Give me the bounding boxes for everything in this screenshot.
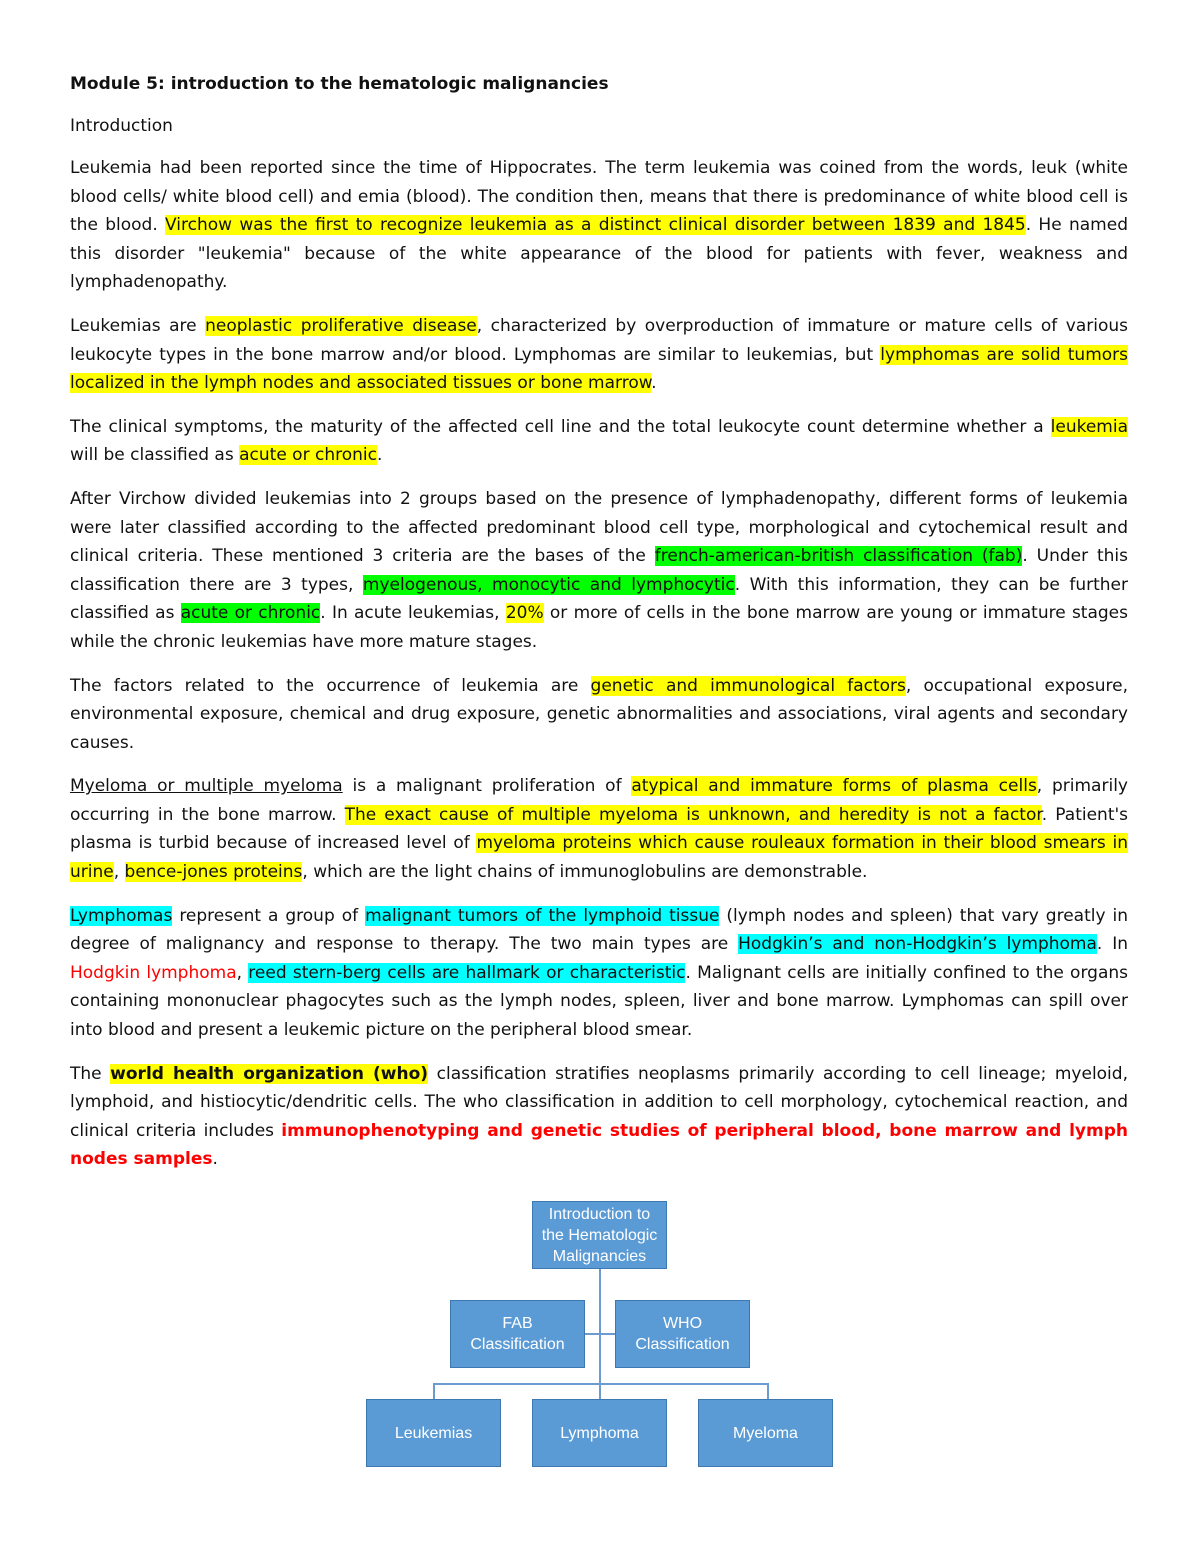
highlight-reed-sternberg: reed stern-berg cells are hallmark or characteristic [248,962,686,983]
paragraph-lymphomas [70,902,1128,1045]
section-heading-introduction: Introduction [70,116,173,136]
text-run: The clinical symptoms, the maturity of the affected cell line and the total leukocyte count determine whether a [70,416,1051,437]
highlight-acute-chronic-green: acute or chronic [180,603,321,624]
diagram-node-fab-label: FAB Classification [470,1315,565,1353]
text-run: or more of cells in the bone marrow are young or immature stages while the chronic leukemias have more mature stages. [70,603,1128,652]
text-run: classification stratifies neoplasms primarily according to cell lineage; myeloid, lymphoid, and histiocytic/dendritic cells. The who classification in addition to cell morphology, cytochemical reaction, and clinical criteria includes [70,1063,1128,1141]
connector-leukemias [433,1383,435,1399]
diagram-node-leukemias-label: Leukemias [394,1424,473,1442]
text-run: . He named this disorder "leukemia" because of the white appearance of the blood for patients with fever, weakness and lymphadenopathy. [70,215,1128,293]
text-run: , which are the light chains of immunoglobulins are demonstrable. [302,862,868,883]
text-run: represent a group of [172,905,366,926]
text-run: . With this information, they can be further classified as [70,574,1129,624]
text-run: . In acute leukemias, [320,603,506,624]
text-run: . Under this classification there are 3 types, [70,546,1128,595]
connector-who [599,1333,615,1335]
text-run: , primarily occurring in the bone marrow. [70,776,1128,825]
text-run: , characterized by overproduction of immature or mature cells of various leukocyte types in the bone marrow and/or blood. Lymphomas are similar to leukemias, but [70,315,1128,365]
highlight-myeloma-proteins: myeloma proteins which cause rouleaux formation in their blood smears in urine [70,833,1128,883]
paragraph-fab-classification [70,485,1128,657]
highlight-virchow: Virchow was the first to recognize leukemia as a distinct clinical disorder between 1839 and 1845 [165,215,1026,236]
text-run: will be classified as [70,445,240,466]
text-run: , [113,862,125,883]
underline-myeloma: Myeloma or multiple myeloma [70,776,343,797]
highlight-three-types: myelogenous, monocytic and lymphocytic [362,574,735,595]
highlight-genetic-factors: genetic and immunological factors [590,675,906,696]
highlight-neoplastic: neoplastic proliferative disease [205,315,477,336]
highlight-bence-jones: bence-jones proteins [124,862,303,883]
text-run: After Virchow divided leukemias into 2 groups based on the presence of lymphadenopathy, different forms of leukemia were later classified according to the affected predominant blood cell type, morphological and cytochemical result and clinical criteria. These mentioned 3 criteria are the bases of the [70,488,1128,567]
text-run: , occupational exposure, environmental exposure, chemical and drug exposure, genetic abnormalities and associations, viral agents and secondary causes. [70,675,1128,753]
document-body [70,70,1128,1189]
diagram-node-root [532,1201,667,1269]
diagram-node-root-label: Introduction to the Hematologic Malignancies [541,1205,658,1265]
text-run: . [212,1149,218,1170]
diagram-node-lymphoma [532,1399,667,1467]
text-run: , [236,962,249,983]
diagram-node-myeloma [698,1399,833,1467]
highlight-leukemia: leukemia [1050,416,1128,437]
text-run: . [651,373,657,394]
highlight-who: world health organization (who) [110,1063,429,1084]
connector-horizontal-bar [433,1383,769,1385]
paragraph-history [70,154,1128,297]
connector-myeloma [767,1383,769,1399]
highlight-plasma-cells: atypical and immature forms of plasma cells [631,776,1037,797]
text-run: Leukemias are [70,315,206,336]
highlight-acute-chronic: acute or chronic [239,445,377,466]
text-run: . In [1096,934,1128,955]
highlight-twenty-percent: 20% [505,603,544,624]
highlight-malignant-tumors: malignant tumors of the lymphoid tissue [365,905,720,926]
paragraph-who-classification [70,1060,1128,1174]
red-immunophenotyping: immunophenotyping and genetic studies of peripheral blood, bone marrow and lymph nodes samples [70,1120,1128,1170]
diagram-node-leukemias [366,1399,501,1467]
highlight-lymphomas: Lymphomas [70,905,173,926]
text-run: . [376,445,383,466]
highlight-lymphomas-solid: lymphomas are solid tumors localized in the lymph nodes and associated tissues or bone marrow [70,344,1128,394]
diagram-node-who [615,1300,750,1368]
text-run: The factors related to the occurrence of leukemia are [70,675,591,696]
connector-root-trunk [599,1269,601,1384]
text-run: . Malignant cells are initially confined to the organs containing mononuclear phagocytes such as the lymph nodes, spleen, liver and bone marrow. Lymphomas can spill over into blood and present a leukemic picture on the peripheral blood smear. [70,962,1128,1041]
paragraph-factors [70,672,1128,758]
diagram-node-lymphoma-label: Lymphoma [560,1424,639,1442]
text-run: The [70,1063,111,1084]
text-run: . Patient's plasma is turbid because of increased level of [70,804,1129,854]
highlight-hodgkin-types: Hodgkin’s and non-Hodgkin’s lymphoma [738,934,1097,955]
connector-lymphoma [599,1383,601,1399]
paragraph-clinical-symptoms [70,413,1128,470]
text-run: (lymph nodes and spleen) that vary greatly in degree of malignancy and response to therapy. The two main types are [70,905,1128,955]
highlight-exact-cause: The exact cause of multiple myeloma is unknown, and heredity is not a factor [344,804,1042,825]
document-title: Module 5: introduction to the hematologic malignancies [70,74,609,94]
text-run: is a malignant proliferation of [342,776,632,797]
highlight-fab: french-american-british classification (fab) [654,546,1023,567]
paragraph-definition [70,312,1128,398]
diagram-node-who-label: WHO Classification [635,1315,730,1353]
red-hodgkin-lymphoma: Hodgkin lymphoma [70,962,237,983]
text-run: Leukemia had been reported since the time of Hippocrates. The term leukemia was coined from the words, leuk (white blood cells/ white blood cell) and emia (blood). The condition then, means that there is predominance of white blood cell is the blood. [70,158,1128,236]
paragraph-myeloma [70,772,1128,886]
diagram-node-fab [450,1300,585,1368]
diagram-node-myeloma-label: Myeloma [733,1424,798,1442]
